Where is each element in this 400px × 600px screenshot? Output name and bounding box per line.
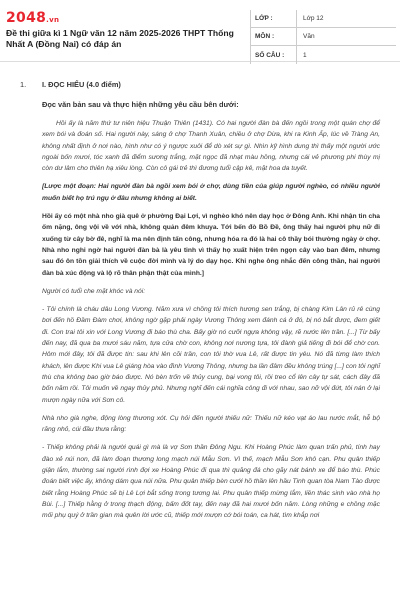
question-number: 1. bbox=[20, 80, 27, 89]
section-title: I. ĐỌC HIỂU (4.0 điểm) bbox=[42, 80, 121, 89]
meta-value-grade: Lớp 12 bbox=[303, 15, 324, 22]
logo-text: 2048 bbox=[6, 10, 47, 26]
reading-instruction: Đọc văn bản sau và thực hiện những yêu cầu bên dưới: bbox=[42, 100, 239, 109]
passage-summary-continued: Hồi ấy có một nhà nho già quê ở phường Đại Lợi, vì nghèo khó nên dạy học ở Đông Anh. Khi nhận tin cha ốm nặng, ông vội về với nhà, không quản đêm khuya. Tới bến đò Bồ Đề, ông thấy hai người phụ nữ đi xuống từ cây bờ đê, nghĩ là ma nên định tấn công, nhưng hóa ra đó là hai cô thầy bói thường ngày ở chợ. Nhà nho nghi ngờ hai người đàn bà là yêu tinh vì thấy họ xuất hiện trên ngọn cây vào ban đêm, nhưng sau đó ôn tồn giải thích về cuộc đời mình và lý do dạy học. Khi nghe ông nhắc đến công thần, hai người đàn bà xúc động và lộ rõ thân phận thật của mình.] bbox=[42, 213, 380, 277]
meta-value-subject: Văn bbox=[303, 33, 315, 40]
passage-summary: [Lược một đoạn: Hai người đàn bà ngồi xem bói ở chợ, dùng tiền của giúp người nghèo, có nhiều người muốn biết họ trú ngụ ở đâu nhưng không ai biết. bbox=[42, 183, 380, 202]
passage-paragraph: Hồi ấy là năm thứ tư niên hiệu Thuận Thiên (1431). Có hai người đàn bà đến ngồi trong một quán chợ để xem bói và đoán số. Hai người này, sáng ở chợ Thanh Xuân, chiều ở chợ Dừa, khi ra Kinh Ấp, lúc về Tràng An, không nhất định ở nơi nào, hình như có ý ngược xuôi để dò xét sự gì. Nhìn kỹ hình dung thì thấy một người ước ngoài bốn mươi, tóc xanh đã điểm sương trắng, mặt ngọc đã nhạt màu hồng, nhưng cái vẻ phương phi thùy mị còn dư lâm cho thiên hạ xiêu lòng. Còn cô gái trẻ thì đương tuổi cập kê, mặt hoa da tuyết. bbox=[42, 120, 380, 173]
passage-paragraph: - Tôi chính là cháu dâu Long Vương. Năm xưa vì chồng tôi thích hương sen trắng, bị chàng Kim Lân rủ rê cùng bơi đến hồ Đầm Đàm chơi, không ngờ gặp phải ngày Vương Thông xem đánh cá ở đó, bị nó bắt được, đem giết đi. Con trai tôi xin với Long Vương đi báo thù cha. Bấy giờ nó cưỡi ngựa không vậy, rẽ nước lên trần. [...] Từ bấy đến nay, đã qua ba mươi sáu năm, tựa cửa chờ con, không nơi nương tựa, tôi đành giả tiếng đi bói để chờ con. Hôm mới đây, tôi đã được tin: sau khi lên cõi trần, con tôi thờ vua Lê, rất được tin yêu. Nó đã từng làm thích khách, lên được Khi vua Lê giáng hòa vào đình Vương Thông, nhưng ba lần đâm đều không trúng [...] con tôi nghĩ thù cha không bao giờ báo được. Nó bèn trốn về thủy cung, bại vong tôi, rồi treo cổ lên cây tự sát, cách đây đã bốn năm rồi. Tôi muốn về ngay thủy phủ. Nhưng nghĩ đến cái nghĩa công đi với nhau, sao nỡ vội đứt, tôi nán ở lại mượn ngày nữa với Sơn cô. bbox=[42, 306, 380, 404]
exam-title: Đề thi giữa kì 1 Ngữ văn 12 năm 2025-2026 THPT Thống Nhất A (Đồng Nai) có đáp án bbox=[6, 28, 234, 49]
exam-content bbox=[0, 62, 400, 600]
meta-label-subject: MÔN : bbox=[251, 28, 297, 45]
meta-value-count: 1 bbox=[303, 51, 307, 59]
passage-paragraph: Người có tuổi che mặt khóc và nói: bbox=[42, 287, 146, 295]
section-heading bbox=[20, 80, 380, 89]
exam-meta-table bbox=[250, 10, 396, 64]
passage-paragraph: - Thiếp không phải là người quái gì mà là vợ Sơn thần Đông Ngu. Khi Hoàng Phúc làm quan trấn phủ, tính hay đào xẻ núi non, đã làm đoạn thương long mạch núi Mẫu Sơn. Vì thế, mạch Mẫu Sơn khô cạn. Phu quân thiếp giận lắm, thường sai người rình đợi xe Hoàng Phúc đi qua thì quăng đá cho gãy nát bánh xe để báo thù. Phúc đoán biết việc ấy, không dám qua núi nữa. Phu quân thiếp bèn cưới hồ thần lên hầu Tinh quan tòa Nam Tào được biết rằng Hoàng Phúc sẽ bị Lê Lợi bắt sống trong tương lai. Phu quân thiếp mừng lắm, liền thác sinh vào nhà họ Bùi. [...] Thiếp hằng ở trong thạch động, bấm đốt tay, đến nay đã hai mươi bốn năm. Lòng những e chồng mặc mối phụ quý ở trần gian mà quên lời ước cũ, thiếp mới mượn cớ bói toán, ca hát, tìm khắp nơi bbox=[42, 444, 380, 520]
page-header bbox=[0, 0, 400, 62]
meta-label-grade: LỚP : bbox=[251, 10, 297, 27]
meta-row-grade bbox=[251, 10, 396, 28]
meta-row-subject bbox=[251, 28, 396, 46]
logo-tld: .vn bbox=[46, 16, 60, 24]
meta-label-count: SỐ CÂU : bbox=[251, 46, 297, 64]
passage-paragraph: Nhà nho già nghe, động lòng thương xót. Cụ hỏi đến người thiếu nữ: Thiếu nữ kéo vạt áo lau nước mắt, hễ bộ răng nhỏ, cúi đầu thưa rằng: bbox=[42, 414, 380, 434]
site-logo[interactable] bbox=[6, 10, 59, 26]
